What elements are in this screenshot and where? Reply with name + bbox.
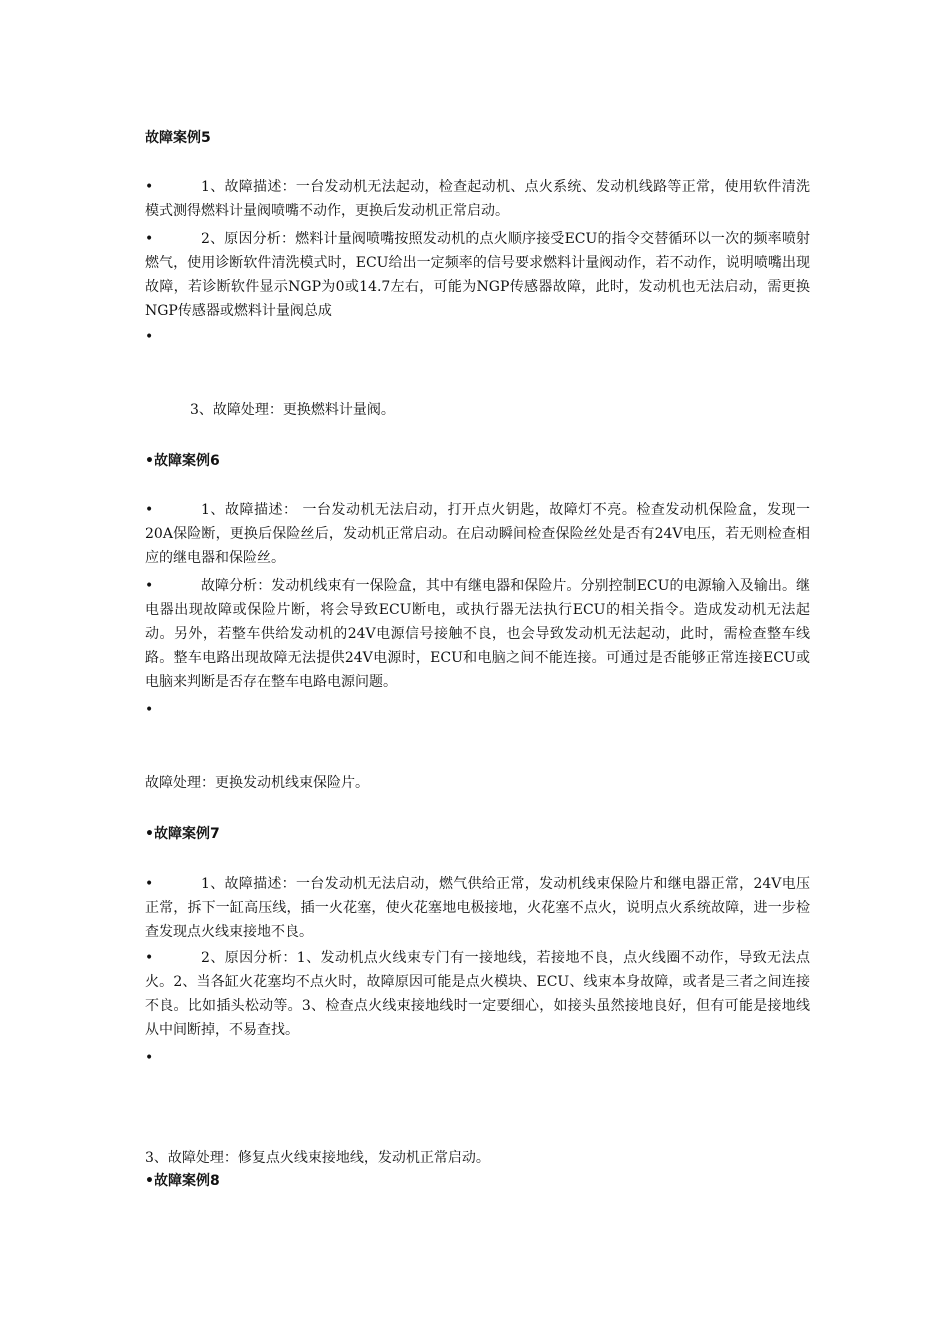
case5-analysis-text: 2、原因分析：燃料计量阀喷嘴按照发动机的点火顺序接受ECU的指令交替循环以一次的频率喷射燃气，使用诊断软件清洗模式时，ECU给出一定频率的信号要求燃料计量阀动作，若不动作，说明喷嘴出现故障，若诊断软件显示NGP为0或14.7左右，可能为NGP传感器故障，此时，发动机也无法启动，需更换NGP传感器或燃料计量阀总成 <box>145 231 810 319</box>
bullet: • <box>145 1050 154 1066</box>
case6-analysis-text: 故障分析：发动机线束有一保险盒，其中有继电器和保险片。分别控制ECU的电源输入及输出。继电器出现故障或保险片断，将会导致ECU断电，或执行器无法执行ECU的相关指令。造成发动机无法起动。另外，若整车供给发动机的24V电源信号接触不良，也会导致发动机无法起动，此时，需检查整车线路。整车电路出现故障无法提供24V电源时，ECU和电脑之间不能连接。可通过是否能够正常连接ECU或电脑来判断是否存在整车电路电源问题。 <box>145 578 810 690</box>
case7-description <box>145 872 810 944</box>
bullet: • <box>145 702 154 718</box>
case6-analysis <box>145 574 810 694</box>
case5-description <box>145 175 810 223</box>
case7-analysis-text: 2、原因分析：1、发动机点火线束专门有一接地线，若接地不良，点火线圈不动作，导致无法点火。2、当各缸火花塞均不点火时，故障原因可能是点火模块、ECU、线束本身故障，或者是三者之间连接不良。比如插头松动等。3、检查点火线束接地线时一定要细心，如接头虽然接地良好，但有可能是接地线从中间断掉，不易查找。 <box>145 950 810 1038</box>
case5-fix: 3、故障处理：更换燃料计量阀。 <box>190 402 395 418</box>
bullet: • <box>145 876 154 892</box>
case7-description-text: 1、故障描述：一台发动机无法启动，燃气供给正常，发动机线束保险片和继电器正常，24V电压正常，拆下一缸高压线，插一火花塞，使火花塞地电极接地，火花塞不点火，说明点火系统故障，进一步检查发现点火线束接地不良。 <box>145 876 810 940</box>
case8-title: •故障案例8 <box>145 1173 220 1189</box>
case7-fix: 3、故障处理：修复点火线束接地线，发动机正常启动。 <box>145 1150 490 1166</box>
bullet: • <box>145 179 154 195</box>
case6-title: •故障案例6 <box>145 453 220 469</box>
case5-analysis <box>145 227 810 323</box>
case7-title: •故障案例7 <box>145 826 220 842</box>
case6-description-text: 1、故障描述： 一台发动机无法启动，打开点火钥匙，故障灯不亮。检查发动机保险盒，发现一20A保险断，更换后保险丝后，发动机正常启动。在启动瞬间检查保险丝处是否有24V电压，若无则检查相应的继电器和保险丝。 <box>145 502 810 566</box>
case5-title: 故障案例5 <box>145 130 211 146</box>
bullet: • <box>145 329 154 345</box>
bullet: • <box>145 578 154 594</box>
bullet: • <box>145 231 154 247</box>
case5-description-text: 1、故障描述：一台发动机无法起动，检查起动机、点火系统、发动机线路等正常，使用软件清洗模式测得燃料计量阀喷嘴不动作，更换后发动机正常启动。 <box>145 179 810 219</box>
case6-description <box>145 498 810 570</box>
bullet: • <box>145 950 154 966</box>
bullet: • <box>145 502 154 518</box>
case7-analysis <box>145 946 810 1042</box>
case6-fix: 故障处理：更换发动机线束保险片。 <box>145 775 369 791</box>
